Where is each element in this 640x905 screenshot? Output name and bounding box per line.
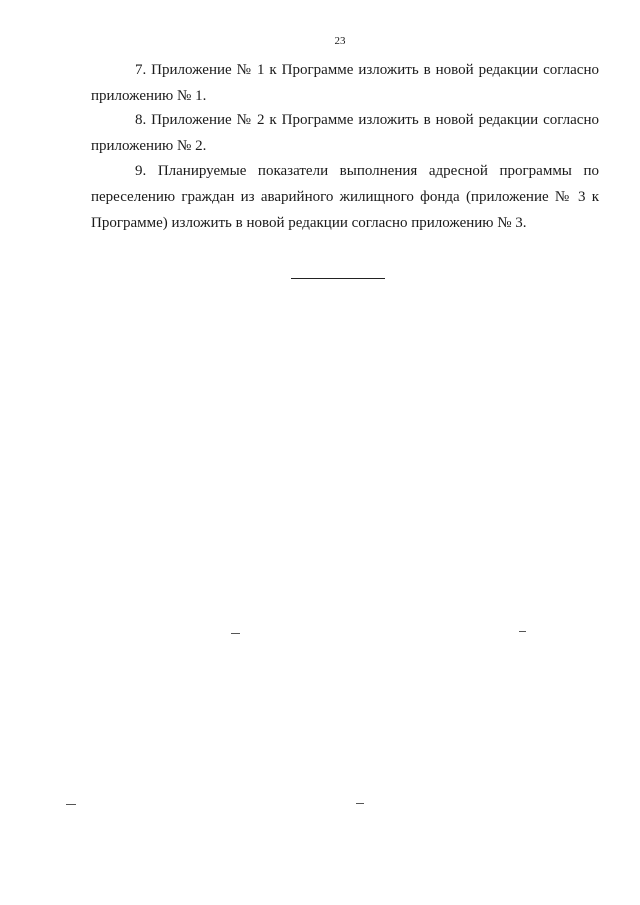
scan-artifact (356, 803, 364, 804)
paragraph-8: 8. Приложение № 2 к Программе изложить в новой редакции согласно приложению № 2. (91, 112, 599, 154)
scan-artifact (519, 631, 526, 632)
end-of-text-divider (291, 278, 385, 279)
scan-artifact (231, 633, 240, 634)
scan-artifact (66, 804, 76, 805)
paragraph-7: 7. Приложение № 1 к Программе изложить в новой редакции согласно приложению № 1. (91, 62, 599, 104)
paragraph-9: 9. Планируемые показатели выполнения адресной программы по переселению граждан из аварийного жилищного фонда (приложение № 3 к Программе) изложить в новой редакции согласно приложению № 3. (91, 163, 599, 231)
page-number: 23 (334, 35, 346, 47)
